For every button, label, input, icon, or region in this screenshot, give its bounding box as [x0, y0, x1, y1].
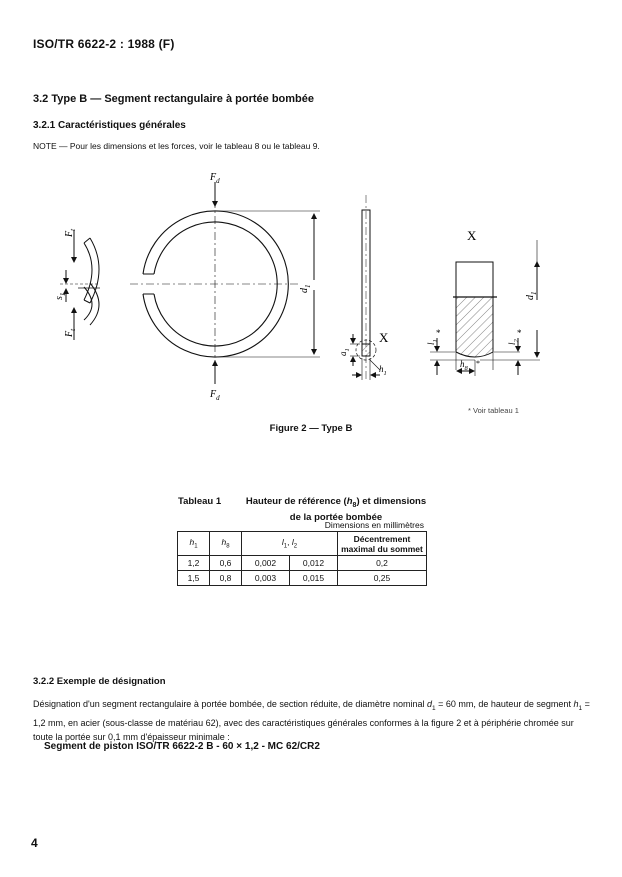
l2-label: $l_2$ [507, 339, 520, 345]
table-row [178, 556, 427, 571]
cell-h8: 0,8 [210, 571, 242, 586]
section-title: 3.2 Type B — Segment rectangulaire à portée bombée [33, 93, 314, 105]
cell-h1: 1,2 [178, 556, 210, 571]
l1-star: * [436, 328, 441, 338]
detail-x [430, 240, 540, 376]
table-header-row [178, 532, 427, 556]
x-marker-detail: X [467, 228, 477, 243]
ring-side-section [350, 195, 380, 380]
l1-label: $l_1$ [426, 339, 439, 345]
example-paragraph: Désignation d'un segment rectangulaire à portée bombée, de section réduite, de diamètre nominal $d_1 = 60$ mm, de hauteur de segment $h_1 = 1,2$ mm, en acier (sous-classe de matériau 62), avec des caractéristiques générales conformes à la figure 2 et à périphérie chromée sur toute la portée sur 0,1 mm d'épaisseur minimale : [33, 699, 590, 742]
cell-l2: 0,012 [290, 556, 338, 571]
document-header: ISO/TR 6622-2 : 1988 (F) [33, 37, 175, 51]
h1-label-side: $h_1$ [379, 364, 387, 377]
fd-label-top: $F_d$ [210, 172, 220, 185]
table-units: Dimensions en millimètres [324, 520, 424, 530]
table-number: Tableau 1 [178, 496, 222, 507]
header-h1: $h_1$ [178, 532, 210, 556]
table-row [178, 571, 427, 586]
x-marker-side: X [379, 330, 389, 345]
s1-label: $s_1$ [54, 292, 67, 300]
header-l1-l2: $l_1$, $l_2$ [242, 532, 338, 556]
cell-h1: 1,5 [178, 571, 210, 586]
figure-caption: Figure 2 — Type B [269, 423, 353, 434]
page-number: 4 [31, 836, 38, 850]
cell-l2: 0,015 [290, 571, 338, 586]
note-text: NOTE — Pour les dimensions et les forces, voir le tableau 8 ou le tableau 9. [33, 141, 320, 151]
d1-label-ring: $d_1$ [299, 284, 312, 293]
table-title: Hauteur de référence $(h_8)$ et dimensions de la portée bombée [245, 496, 427, 523]
fd-label-bottom: $F_d$ [210, 389, 220, 402]
cell-h8: 0,6 [210, 556, 242, 571]
cell-l1: 0,003 [242, 571, 290, 586]
h8-star: * [476, 359, 480, 368]
a1-label: $a_1$ [338, 348, 351, 356]
example-title: 3.2.2 Exemple de désignation [33, 676, 166, 687]
figure-2-drawing [0, 160, 622, 410]
ft-label-top: $F_t$ [64, 228, 77, 237]
subsection-title: 3.2.1 Caractéristiques générales [33, 120, 186, 131]
table-1 [177, 531, 427, 586]
designation-example: Segment de piston ISO/TR 6622-2 B - 60 × 1,2 - MC 62/CR2 [44, 741, 320, 752]
cell-decentrement: 0,2 [338, 556, 427, 571]
header-decentrement: Décentrement maximal du sommet [338, 532, 427, 556]
d1-label-detail: $d_1$ [525, 291, 538, 300]
gap-detail [60, 230, 100, 340]
cell-l1: 0,002 [242, 556, 290, 571]
cell-decentrement: 0,25 [338, 571, 427, 586]
h8-label: $h_8$ [460, 359, 468, 372]
l2-star: * [517, 328, 522, 338]
figure-footnote: * Voir tableau 1 [468, 406, 519, 415]
ft-label-bottom: $F_t$ [64, 328, 77, 337]
header-h8: $h_8$ [210, 532, 242, 556]
ring-plan-view [130, 182, 320, 384]
